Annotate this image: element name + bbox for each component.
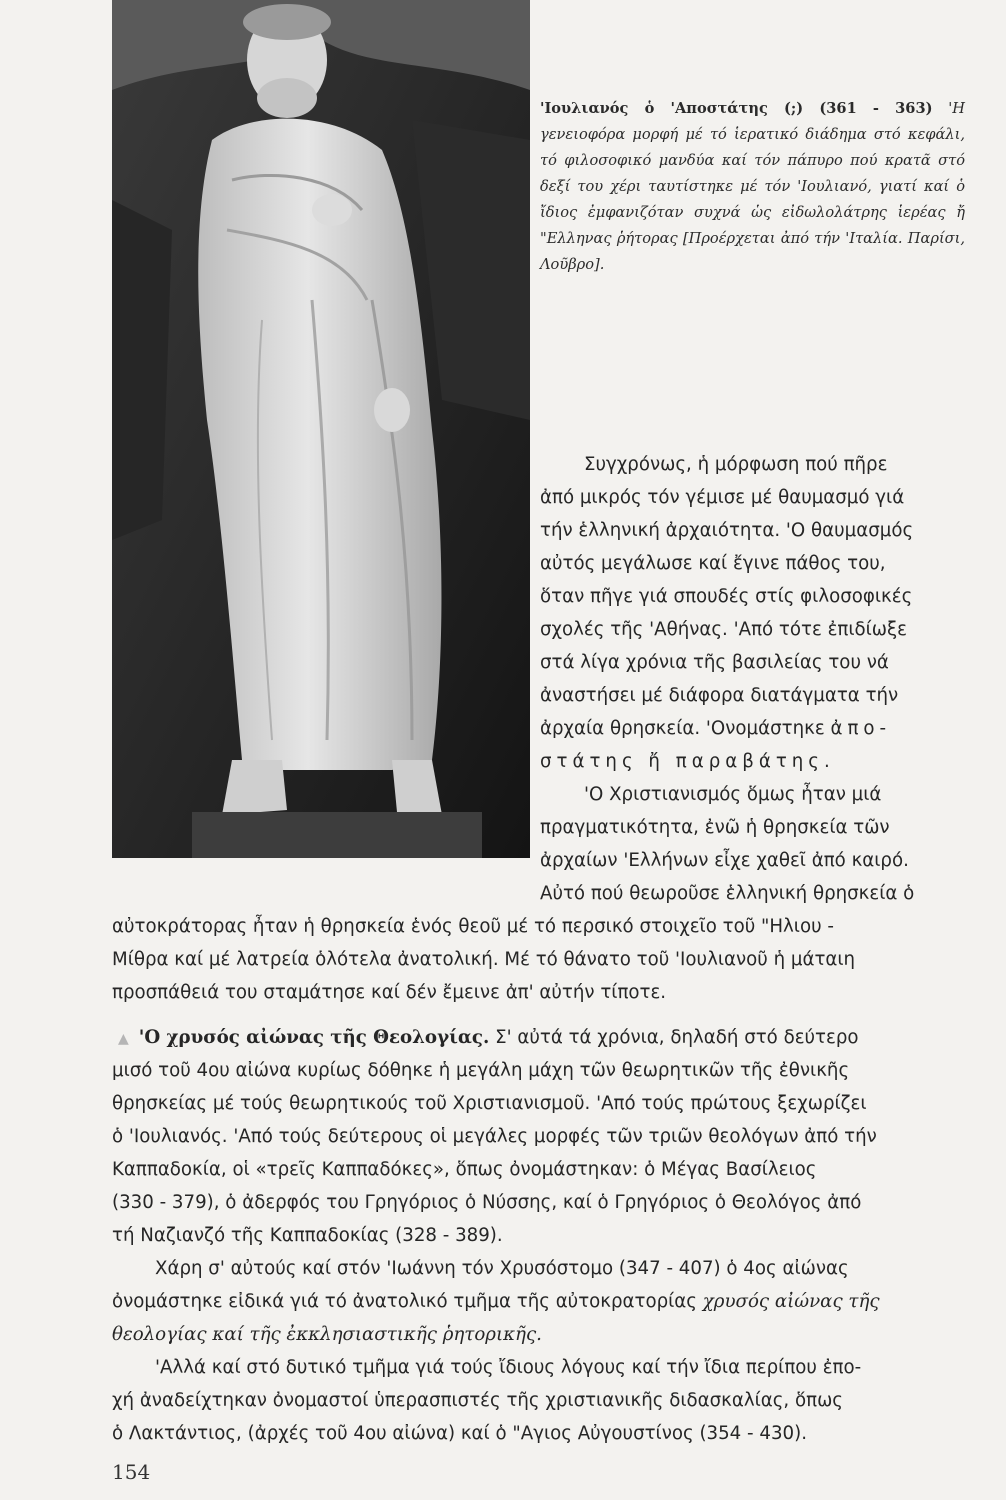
spaced-word: παραβάτης. xyxy=(675,751,835,772)
text-line: 'Αλλά καί στό δυτικό τμῆμα γιά τούς ἴδιους λόγους καί τήν ἴδια περίπου ἐπο- xyxy=(155,1357,862,1378)
text-line: τήν ἑλληνική ἀρχαιότητα. 'Ο θαυμασμός xyxy=(540,520,914,541)
text-line: μισό τοῦ 4ου αἰώνα κυρίως δόθηκε ἡ μεγάλη μάχη τῶν θεωρητικῶν τῆς ἐθνικῆς xyxy=(112,1060,850,1081)
text-line: χή ἀναδείχτηκαν ὀνομαστοί ὑπερασπιστές τῆς χριστιανικῆς διδασκαλίας, ὅπως xyxy=(112,1390,843,1411)
text-line: ἀπό μικρός τόν γέμισε μέ θαυμασμό γιά xyxy=(540,487,905,508)
text-segment: Σ' αὐτά τά χρόνια, δηλαδή στό δεύτερο xyxy=(495,1027,859,1048)
text-line: πραγματικότητα, ἐνῶ ἡ θρησκεία τῶν xyxy=(540,817,890,838)
text-line: ἀρχαίων 'Ελλήνων εἶχε χαθεῖ ἀπό καιρό. xyxy=(540,850,909,871)
text-line: σχολές τῆς 'Αθήνας. 'Από τότε ἐπιδίωξε xyxy=(540,619,907,640)
text-line: αὐτός μεγάλωσε καί ἔγινε πάθος του, xyxy=(540,553,886,574)
text-line: Αὐτό πού θεωροῦσε ἑλληνική θρησκεία ὁ xyxy=(540,883,915,904)
text-line: στά λίγα χρόνια τῆς βασιλείας του νά xyxy=(540,652,889,673)
text-line: Καππαδοκία, οἱ «τρεῖς Καππαδόκες», ὅπως ὀνομάστηκαν: ὁ Μέγας Βασίλειος xyxy=(112,1159,817,1180)
text-line: θρησκείας μέ τούς θεωρητικούς τοῦ Χριστιανισμοῦ. 'Από τούς πρώτους ξεχωρίζει xyxy=(112,1093,867,1114)
text-line: 'Ο Χριστιανισμός ὅμως ἦταν μιά xyxy=(584,784,882,805)
caption-body: 'Η γενειοφόρα μορφή μέ τό ἱερατικό διάδημα στό κεφάλι, τό φιλοσοφικό μανδύα καί τόν πάπυρο πού κρατᾶ στό δεξί του χέρι ταυτίστηκε μέ τόν 'Ιουλιανό, γιατί καί ὁ ἴδιος ἐμφανιζόταν συχνά ὡς εἰδωλολάτρης ἱερέας ἤ "Ελληνας ῥήτορας [Προέρχεται ἀπό τήν 'Ιταλία. Παρίσι, Λοῦβρο]. xyxy=(540,100,965,273)
text-line: προσπάθειά του σταμάτησε καί δέν ἔμεινε ἀπ' αὐτήν τίποτε. xyxy=(112,982,667,1003)
text-line xyxy=(540,718,891,740)
text-line: (330 - 379), ὁ ἀδερφός του Γρηγόριος ὁ Νύσσης, καί ὁ Γρηγόριος ὁ Θεολόγος ἀπό xyxy=(112,1192,862,1213)
italic-phrase: χρυσός αἰώνας τῆς xyxy=(702,1291,880,1312)
triangle-icon: ▲ xyxy=(118,1031,129,1047)
caption-heading: 'Ιουλιανός ὁ 'Αποστάτης (;) (361 - 363) xyxy=(540,100,933,117)
text-line: Συγχρόνως, ἡ μόρφωση πού πῆρε xyxy=(584,454,888,475)
text-segment: ἀρχαία θρησκεία. 'Ονομάστηκε xyxy=(540,718,825,739)
text-line xyxy=(540,751,835,773)
text-line: τή Ναζιανζό τῆς Καππαδοκίας (328 - 389). xyxy=(112,1225,503,1246)
page-number: 154 xyxy=(112,1460,151,1484)
spaced-word: στάτης xyxy=(540,751,638,772)
text-line: αὐτοκράτορας ἦταν ἡ θρησκεία ἑνός θεοῦ μέ τό περσικό στοιχεῖο τοῦ "Ηλιου - xyxy=(112,916,834,937)
text-line: ὁ Λακτάντιος, (ἀρχές τοῦ 4ου αἰώνα) καί ὁ "Αγιος Αὐγουστίνος (354 - 430). xyxy=(112,1423,807,1444)
text-line: Χάρη σ' αὐτούς καί στόν 'Ιωάννη τόν Χρυσόστομο (347 - 407) ὁ 4ος αἰώνας xyxy=(155,1258,849,1279)
text-segment: ἤ xyxy=(648,751,665,772)
text-line: θεολογίας καί τῆς ἐκκλησιαστικῆς ῥητορικῆς. xyxy=(112,1324,542,1345)
photo-caption xyxy=(540,96,965,278)
text-line xyxy=(112,1291,880,1313)
text-line: ὁ 'Ιουλιανός. 'Από τούς δεύτερους οἱ μεγάλες μορφές τῶν τριῶν θεολόγων ἀπό τήν xyxy=(112,1126,877,1147)
text-line: Μίθρα καί μέ λατρεία ὁλότελα ἀνατολική. Μέ τό θάνατο τοῦ 'Ιουλιανοῦ ἡ μάταιη xyxy=(112,949,856,970)
text-line: ἀναστήσει μέ διάφορα διατάγματα τήν xyxy=(540,685,899,706)
section-heading: 'Ο χρυσός αἰώνας τῆς Θεολογίας. xyxy=(138,1027,490,1048)
text-line: ὅταν πῆγε γιά σπουδές στίς φιλοσοφικές xyxy=(540,586,913,607)
text-segment: ὀνομάστηκε εἰδικά γιά τό ἀνατολικό τμῆμα τῆς αὐτοκρατορίας xyxy=(112,1291,697,1312)
spaced-word: ἀπο- xyxy=(830,718,892,739)
statue-photograph xyxy=(112,0,530,858)
text-line xyxy=(118,1027,859,1050)
